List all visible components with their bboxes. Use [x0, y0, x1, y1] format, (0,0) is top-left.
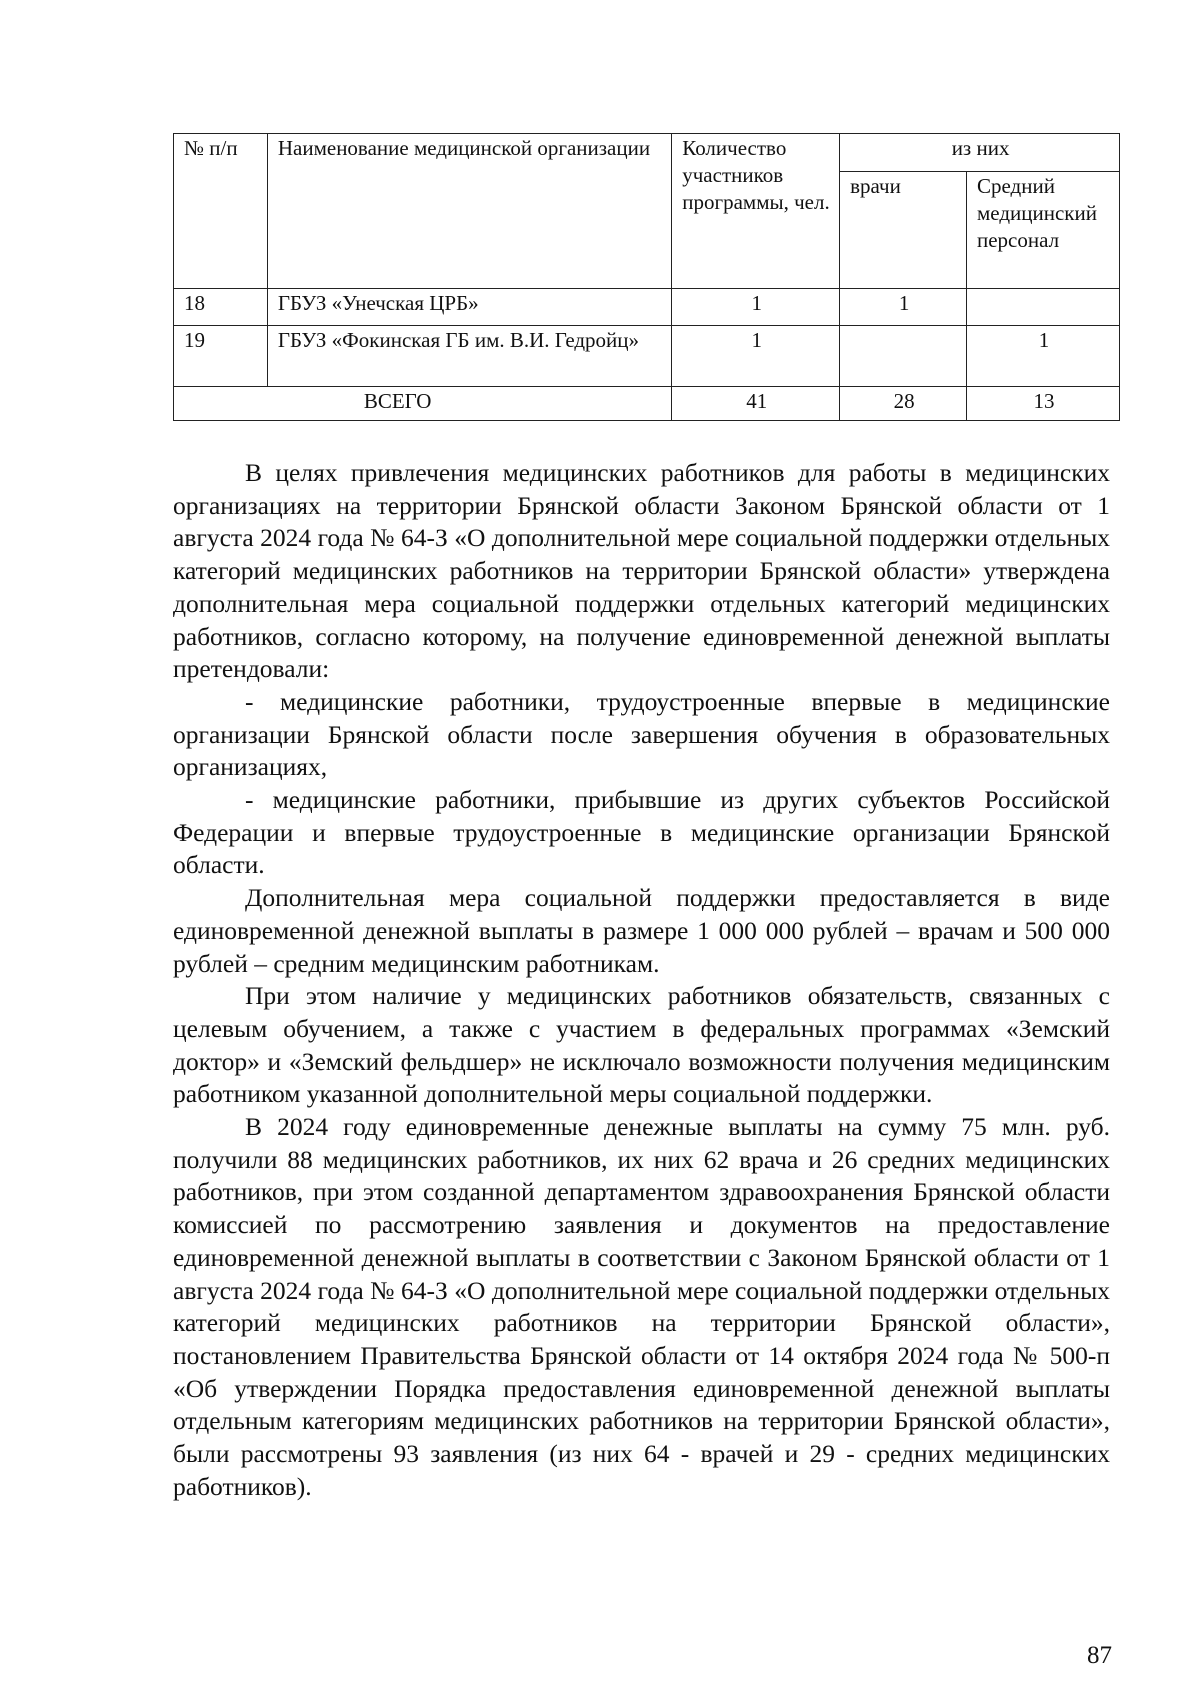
- row-nurses: [967, 289, 1120, 326]
- table-header-row: [174, 134, 1120, 172]
- row-num: 18: [174, 289, 268, 326]
- row-participants: 1: [672, 326, 840, 387]
- body-text: [173, 457, 1110, 1504]
- page-number: 87: [1087, 1642, 1112, 1669]
- table-total-row: [174, 387, 1120, 421]
- header-num: № п/п: [174, 134, 268, 289]
- paragraph: - медицинские работники, прибывшие из других субъектов Российской Федерации и впервые трудоустроенные в медицинские организации Брянской области.: [173, 785, 1110, 880]
- total-label: ВСЕГО: [174, 387, 672, 421]
- total-participants: 41: [672, 387, 840, 421]
- header-organization: Наименование медицинской организации: [267, 134, 671, 289]
- table-row: [174, 326, 1120, 387]
- header-nurses: Средний медицинский персонал: [967, 172, 1120, 289]
- paragraph: В целях привлечения медицинских работников для работы в медицинских организациях на территории Брянской области Законом Брянской области от 1 августа 2024 года № 64-З «О дополнительной мере социальной поддержки отдельных категорий медицинских работников на территории Брянской области» утверждена дополнительная мера социальной поддержки отдельных категорий медицинских работников, согласно которому, на получение единовременной денежной выплаты претендовали:: [173, 458, 1110, 684]
- paragraph: - медицинские работники, трудоустроенные впервые в медицинские организации Брянской области после завершения обучения в образовательных организациях,: [173, 686, 1110, 782]
- row-organization: ГБУЗ «Унечская ЦРБ»: [267, 289, 671, 326]
- row-organization: ГБУЗ «Фокинская ГБ им. В.И. Гедройц»: [267, 326, 671, 387]
- table-row: [174, 289, 1120, 326]
- row-participants: 1: [672, 289, 840, 326]
- total-nurses: 13: [967, 387, 1120, 421]
- participants-table: [173, 133, 1120, 421]
- paragraph: Дополнительная мера социальной поддержки предоставляется в виде единовременной денежной выплаты в размере 1 000 000 рублей – врачам и 500 000 рублей – средним медицинским работникам.: [173, 883, 1110, 978]
- paragraph: При этом наличие у медицинских работников обязательств, связанных с целевым обучением, а также с участием в федеральных программах «Земский доктор» и «Земский фельдшер» не исключало возможности получения медицинским работником указанной дополнительной меры социальной поддержки.: [173, 981, 1110, 1109]
- total-doctors: 28: [840, 387, 967, 421]
- row-nurses: 1: [967, 326, 1120, 387]
- header-participants: Количество участников программы, чел.: [672, 134, 840, 289]
- row-doctors: 1: [840, 289, 967, 326]
- paragraph: В 2024 году единовременные денежные выплаты на сумму 75 млн. руб. получили 88 медицинских работников, их них 62 врача и 26 средних медицинских работников, при этом созданной департаментом здравоохранения Брянской области комиссией по рассмотрению заявления и документов на предоставление единовременной денежной выплаты в соответствии с Законом Брянской области от 1 августа 2024 года № 64-З «О дополнительной мере социальной поддержки отдельных категорий медицинских работников на территории Брянской области», постановлением Правительства Брянской области от 14 октября 2024 года № 500-п «Об утверждении Порядка предоставления единовременной денежной выплаты отдельным категориям медицинских работников на территории Брянской области», были рассмотрены 93 заявления (из них 64 - врачей и 29 - средних медицинских работников).: [173, 1112, 1110, 1501]
- row-num: 19: [174, 326, 268, 387]
- header-doctors: врачи: [840, 172, 967, 289]
- header-of-them: из них: [840, 134, 1120, 172]
- row-doctors: [840, 326, 967, 387]
